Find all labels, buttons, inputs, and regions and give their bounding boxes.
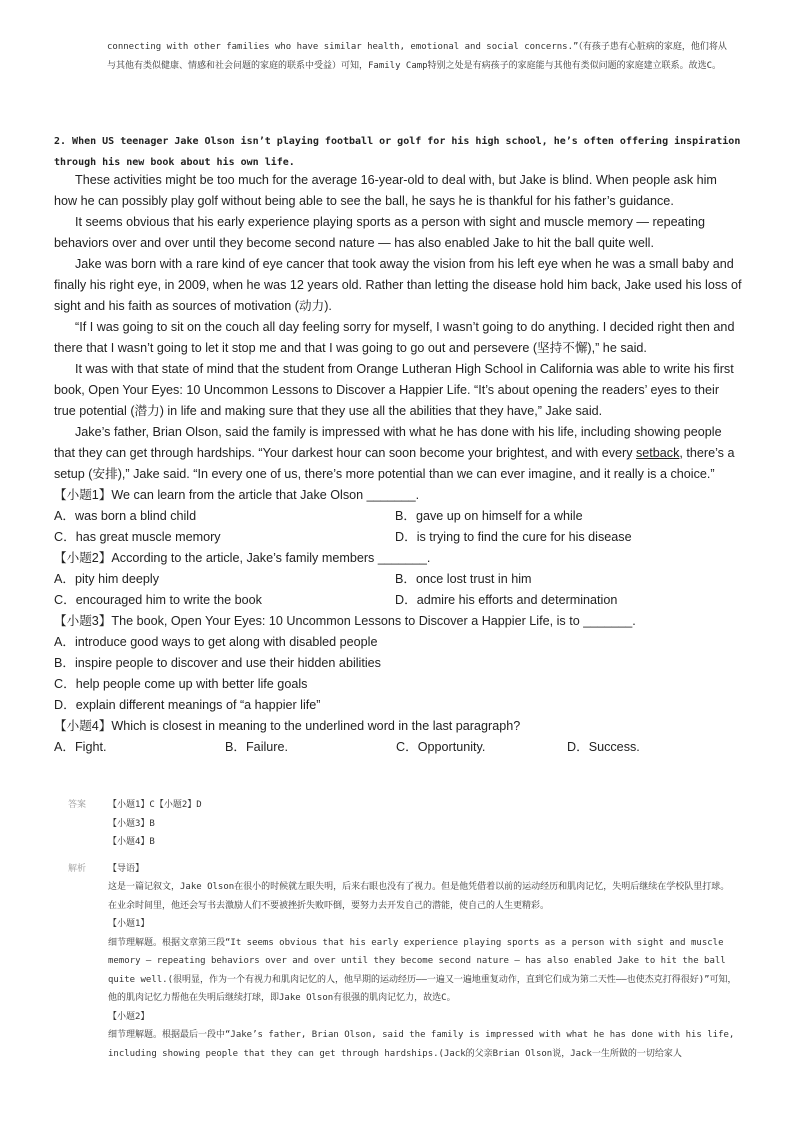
option: C．encouraged him to write the book	[54, 593, 262, 607]
option: A．pity him deeply	[54, 572, 159, 586]
option: A．introduce good ways to get along with disabled people	[54, 635, 378, 649]
answer-line: 【小题3】B	[108, 818, 155, 829]
previous-explanation: connecting with other families who have similar health, emotional and social concerns.”（有孩子患有心脏病的家庭，他们将从与其他有类似健康、情感和社会问题的家庭的联系中受益）可知，Family Camp特别之处是有病孩子的家庭能与其他有类似问题的家庭建立联系。故选C。	[107, 42, 727, 71]
question-stem: 【小题2】According to the article, Jake’s family members _______.	[54, 551, 431, 565]
question-stem: 【小题1】We can learn from the article that Jake Olson _______.	[54, 488, 420, 502]
option: B．once lost trust in him	[395, 572, 532, 586]
question-title: 2. When US teenager Jake Olson isn’t playing football or golf for his high school, he’s often offering inspiration through his new book about his own life.	[54, 136, 741, 168]
option: D．is trying to find the cure for his disease	[395, 530, 632, 544]
analysis-line: 【小题2】	[108, 1011, 150, 1022]
paragraph: Jake was born with a rare kind of eye cancer that took away the vision from his left eye when he was a small baby and finally his right eye, in 2009, when he was 12 years old. Rather than letting the disease hold him back, Jake used his loss of sight and his faith as sources of motivation (动力).	[54, 257, 742, 313]
option: B．inspire people to discover and use their hidden abilities	[54, 656, 381, 670]
option: B．Failure.	[225, 740, 288, 754]
option: C．has great muscle memory	[54, 530, 221, 544]
answer-section	[68, 796, 738, 1063]
question-stem: 【小题3】The book, Open Your Eyes: 10 Uncommon Lessons to Discover a Happier Life, is to _______.	[54, 614, 636, 628]
paragraph: It seems obvious that his early experience playing sports as a person with sight and muscle memory — repeating behaviors over and over until they become second nature — has also enabled Jake to hit the ball quite well.	[54, 215, 705, 250]
text: Jake’s father, Brian Olson, said the family is impressed with what he has done with his life, including showing people that they can get through hardships. “Your darkest hour can soon become your brightest, and with every	[54, 425, 722, 460]
paragraph: These activities might be too much for the average 16-year-old to deal with, but Jake is blind. When people ask him how he can possibly play golf without being able to see the ball, he says he is thankful for his father’s guidance.	[54, 173, 717, 208]
analysis-line: 细节理解题。根据最后一段中“Jake’s father, Brian Olson, said the family is impressed with what he has done with his life, including showing people that they can get through hardships.(Jack的父亲Brian Olson说，Jack一生所做的一切给家人	[108, 1030, 735, 1059]
analysis-line: 细节理解题。根据文章第三段“It seems obvious that his early experience playing sports as a person with sight and muscle memory — repeating behaviors over and over until they become second nature — has also enabled Jake to hit the ball quite well.(很明显，作为一个有视力和肌肉记忆的人，他早期的运动经历——一遍又一遍地重复动作，直到它们成为第二天性——也使杰克打得很好)”可知，他的肌肉记忆力帮他在失明后继续打球，即Jake Olson有很强的肌肉记忆力，故选C。	[108, 937, 737, 1003]
analysis-line: 【小题1】	[108, 919, 150, 929]
option: A．Fight.	[54, 740, 107, 754]
analysis-line: 这是一篇记叙文，Jake Olson在很小的时候就左眼失明，后来右眼也没有了视力。但是他凭借着以前的运动经历和肌肉记忆，失明后继续在学校队里打球。在业余时间里，他还会写书去激励人们不要被挫折失败吓倒，要努力去开发自己的潜能，使自己的人生更精彩。	[108, 882, 730, 911]
answer-label: 答案	[68, 800, 87, 810]
text: , there’s a setup (安排),” Jake said. “In every one of us, there’s more potential than we can ever imagine, and it really is a choice.”	[54, 446, 735, 481]
option: D．admire his efforts and determination	[395, 593, 618, 607]
analysis-label: 解析	[68, 863, 87, 874]
analysis-line: 【导语】	[108, 863, 145, 874]
option: C．Opportunity.	[396, 740, 486, 754]
paragraph: “If I was going to sit on the couch all day feeling sorry for myself, I wasn’t going to do anything. I decided right then and there that I wasn’t going to let it stop me and that I was going to go out and persevere (坚持不懈),” he said.	[54, 320, 735, 355]
option: C．help people come up with better life goals	[54, 677, 308, 691]
paragraph-last	[54, 422, 742, 485]
answer-line: 【小题4】B	[108, 837, 155, 847]
underlined-word: setback	[636, 446, 680, 460]
option: B．gave up on himself for a while	[395, 509, 583, 523]
answer-line: 【小题1】C【小题2】D	[108, 800, 202, 810]
option: D．Success.	[567, 740, 640, 754]
option: A．was born a blind child	[54, 509, 197, 523]
paragraph: It was with that state of mind that the student from Orange Lutheran High School in California was able to write his first book, Open Your Eyes: 10 Uncommon Lessons to Discover a Happier Life. “It’s about opening the readers’ eyes to their true potential (潜力) in life and making sure that they use all the abilities that they have,” Jake said.	[54, 362, 734, 418]
option: D．explain different meanings of “a happier life”	[54, 698, 321, 712]
question-stem: 【小题4】Which is closest in meaning to the underlined word in the last paragraph?	[54, 719, 521, 733]
passage	[54, 170, 742, 758]
